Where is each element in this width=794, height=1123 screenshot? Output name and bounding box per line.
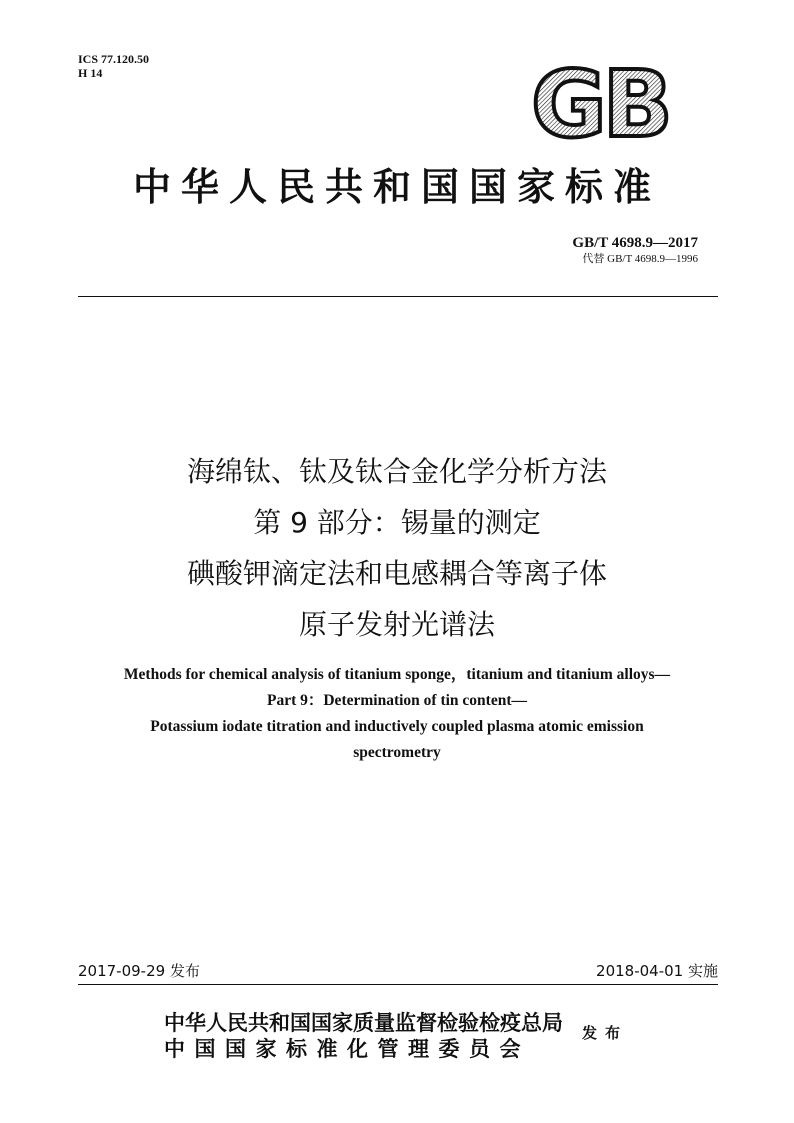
chinese-title <box>0 446 794 650</box>
issue-date: 2017-09-29 发布 <box>78 962 200 980</box>
english-title-line-1: Methods for chemical analysis of titanium sponge，titanium and titanium alloys— <box>123 666 671 683</box>
english-title-line-4: spectrometry <box>353 744 441 761</box>
gb-logo-text: GB <box>531 64 669 146</box>
gb-logo <box>520 64 680 146</box>
chinese-title-line-2: 第 9 部分：锡量的测定 <box>253 506 541 539</box>
top-divider <box>78 296 718 297</box>
english-title-line-3: Potassium iodate titration and inductively coupled plasma atomic emission <box>150 718 644 735</box>
chinese-title-line-1: 海绵钛、钛及钛合金化学分析方法 <box>186 455 607 488</box>
publish-label: 发布 <box>582 1024 629 1042</box>
ics-code: ICS 77.120.50 <box>78 52 150 66</box>
issuer-sac: 中国国家标准化管理委员会 <box>164 1036 530 1061</box>
english-title <box>40 662 754 766</box>
classification-codes <box>78 52 149 80</box>
standard-number: GB/T 4698.9—2017 <box>572 235 698 251</box>
replaces-standard: 代替 GB/T 4698.9—1996 <box>582 253 698 265</box>
english-title-line-2: Part 9：Determination of tin content— <box>266 692 527 709</box>
bottom-divider <box>78 984 718 985</box>
ccs-code: H 14 <box>78 66 103 80</box>
chinese-title-line-3: 碘酸钾滴定法和电感耦合等离子体 <box>186 557 607 590</box>
chinese-title-line-4: 原子发射光谱法 <box>298 608 495 641</box>
issuer-aqsiq: 中华人民共和国国家质量监督检验检疫总局 <box>164 1010 563 1035</box>
implementation-date: 2018-04-01 实施 <box>596 962 718 980</box>
national-standard-title: 中华人民共和国国家标准 <box>132 164 661 209</box>
